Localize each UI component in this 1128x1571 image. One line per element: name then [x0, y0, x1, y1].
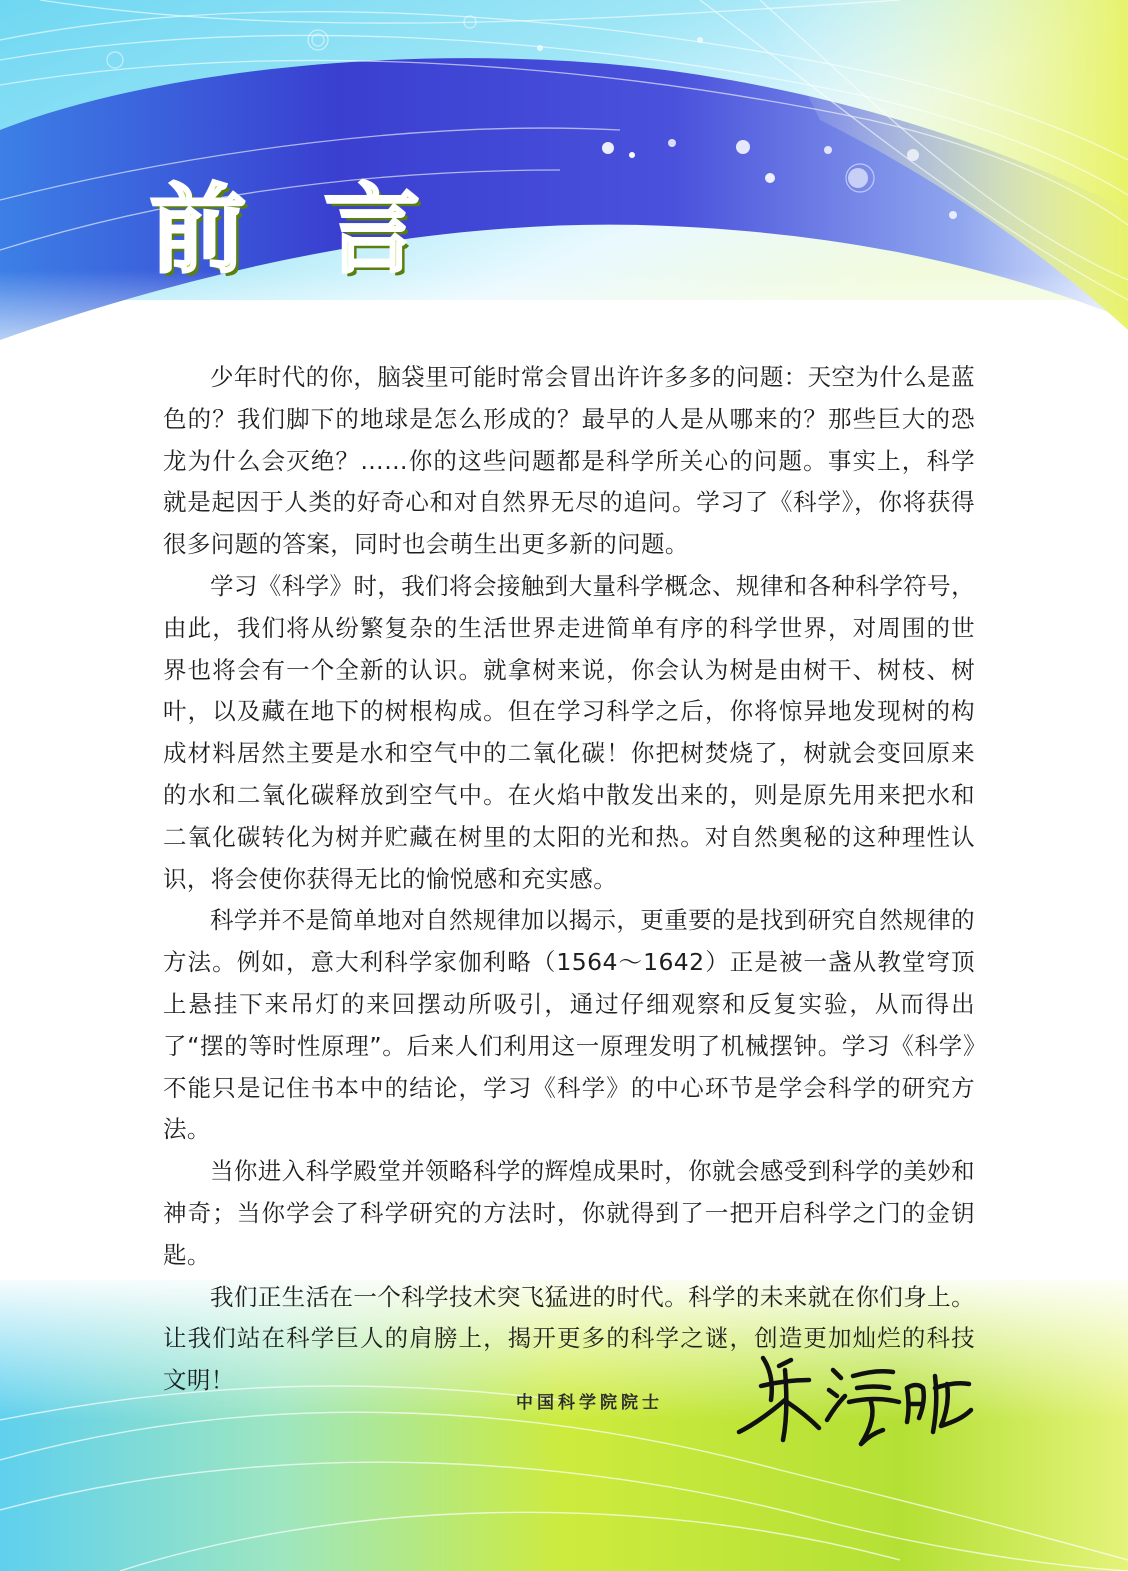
- preface-body: [163, 357, 975, 1402]
- title-char-1: 前: [150, 174, 246, 286]
- paragraph: 当你进入科学殿堂并领略科学的辉煌成果时，你就会感受到科学的美妙和神奇；当你学会了科学研究的方法时，你就得到了一把开启科学之门的金钥匙。: [163, 1157, 975, 1269]
- paragraph: 科学并不是简单地对自然规律加以揭示，更重要的是找到研究自然规律的方法。例如，意大利科学家伽利略（1564～1642）正是被一盏从教堂穹顶上悬挂下来吊灯的来回摆动所吸引，通过仔细观察和反复实验，从而得出了“摆的等时性原理”。后来人们利用这一原理发明了机械摆钟。学习《科学》不能只是记住书本中的结论，学习《科学》的中心环节是学会科学的研究方法。: [163, 906, 975, 1144]
- paragraph: 学习《科学》时，我们将会接触到大量科学概念、规律和各种科学符号，由此，我们将从纷繁复杂的生活世界走进简单有序的科学世界，对周围的世界也将会有一个全新的认识。就拿树来说，你会认为树是由树干、树枝、树叶，以及藏在地下的树根构成。但在学习科学之后，你将惊异地发现树的构成材料居然主要是水和空气中的二氧化碳！你把树焚烧了，树就会变回原来的水和二氧化碳释放到空气中。在火焰中散发出来的，则是原先用来把水和二氧化碳转化为树并贮藏在树里的太阳的光和热。对自然奥秘的这种理性认识，将会使你获得无比的愉悦感和充实感。: [163, 571, 975, 893]
- page-title: [150, 175, 420, 285]
- paragraph: 少年时代的你，脑袋里可能时常会冒出许许多多的问题：天空为什么是蓝色的？我们脚下的地球是怎么形成的？最早的人是从哪来的？那些巨大的恐龙为什么会灭绝？……你的这些问题都是科学所关心的问题。事实上，科学就是起因于人类的好奇心和对自然界无尽的追问。学习了《科学》，你将获得很多问题的答案，同时也会萌生出更多新的问题。: [163, 363, 975, 559]
- signature-title: 中国科学院院士: [516, 1393, 663, 1413]
- signature-block: [516, 1340, 986, 1460]
- title-char-2: 言: [324, 174, 420, 286]
- handwritten-signature: [721, 1340, 981, 1450]
- paragraph: 我们正生活在一个科学技术突飞猛进的时代。科学的未来就在你们身上。让我们站在科学巨人的肩膀上，揭开更多的科学之谜，创造更加灿烂的科技文明！: [163, 1282, 975, 1395]
